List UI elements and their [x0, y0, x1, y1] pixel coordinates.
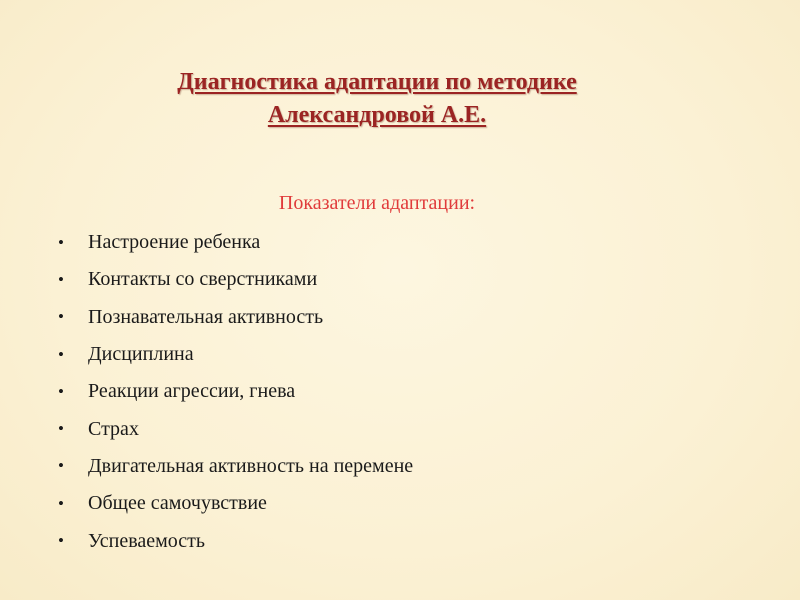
- list-item: [58, 448, 413, 485]
- list-item-label: Успеваемость: [88, 529, 206, 552]
- list-item: [58, 336, 413, 373]
- list-item-label: Настроение ребенка: [88, 231, 261, 254]
- title-line-2: Александровой А.Е.: [267, 102, 487, 128]
- bullet-icon: •: [58, 381, 64, 401]
- list-item-label: Дисциплина: [88, 343, 194, 366]
- bullet-icon: •: [58, 344, 64, 364]
- bullet-icon: •: [58, 419, 64, 439]
- indicators-list: [58, 224, 413, 560]
- list-item-label: Двигательная активность на перемене: [88, 454, 414, 477]
- list-item: [58, 485, 413, 522]
- title-line-1: Диагностика адаптации по методике: [177, 69, 577, 95]
- bullet-icon: •: [58, 269, 64, 289]
- indicators-heading: Показатели адаптации:: [278, 192, 476, 214]
- list-item: [58, 410, 413, 447]
- list-item-label: Познавательная активность: [88, 305, 324, 328]
- list-item: [58, 261, 413, 298]
- bullet-icon: •: [58, 531, 64, 551]
- slide-title: [0, 66, 754, 132]
- list-item: [58, 299, 413, 336]
- bullet-icon: •: [58, 307, 64, 327]
- list-item-label: Общее самочувствие: [88, 492, 267, 515]
- list-item: [58, 224, 413, 261]
- list-item-label: Страх: [88, 417, 139, 440]
- list-item: [58, 522, 413, 559]
- bullet-icon: •: [58, 232, 64, 252]
- bullet-icon: •: [58, 456, 64, 476]
- bullet-icon: •: [58, 493, 64, 513]
- list-item-label: Реакции агрессии, гнева: [88, 380, 296, 403]
- list-item: [58, 373, 413, 410]
- list-item-label: Контакты со сверстниками: [88, 268, 318, 291]
